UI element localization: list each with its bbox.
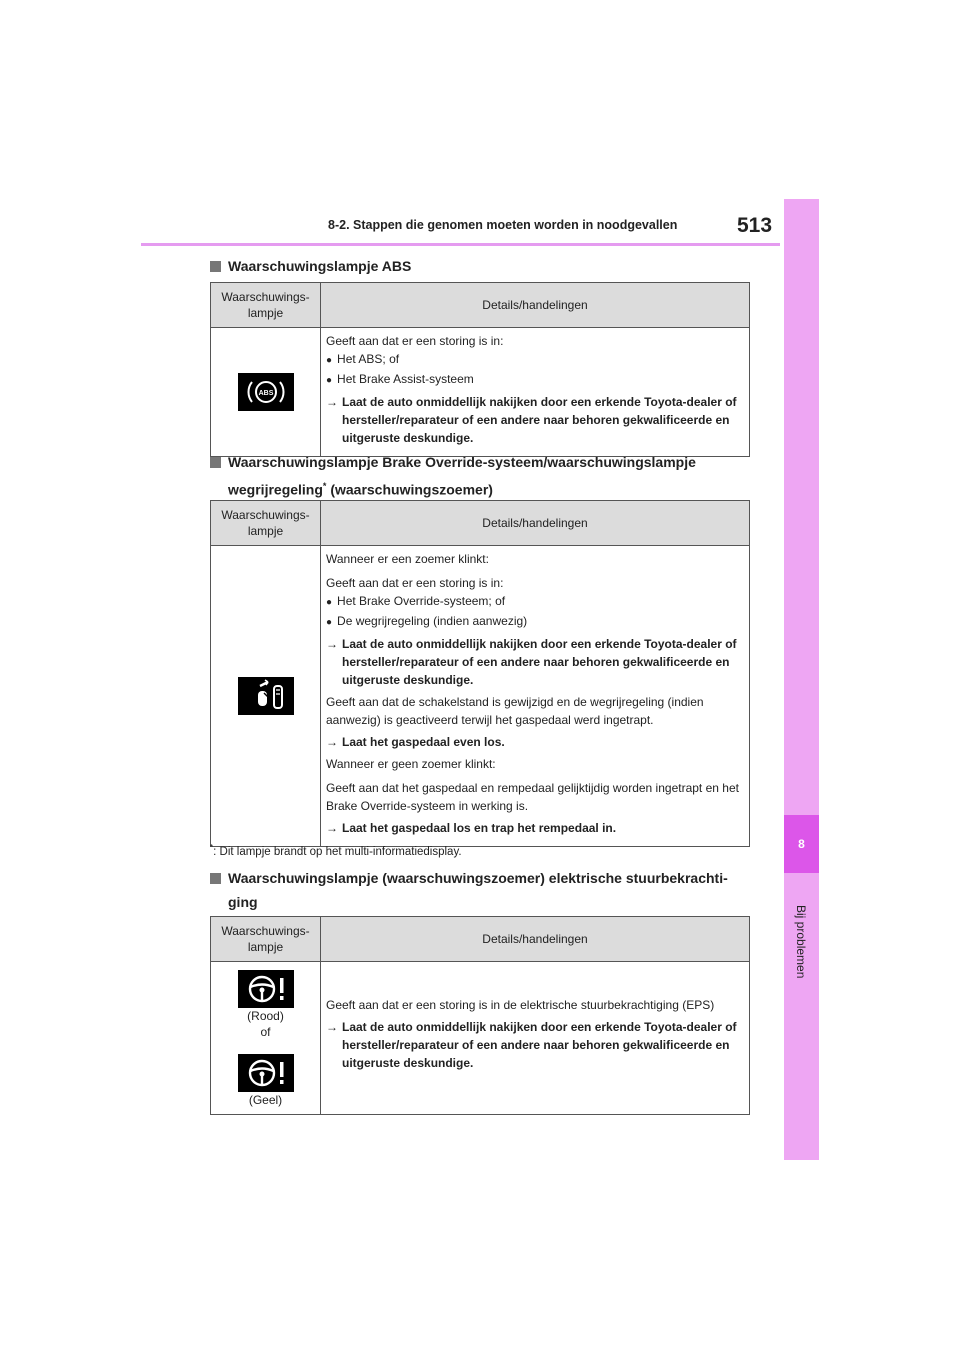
lamp-cell (211, 962, 321, 1115)
table-header-row (211, 283, 750, 328)
side-tab-chapter: 8 (784, 815, 819, 873)
table-row (211, 546, 750, 847)
lamp-cell (211, 328, 321, 457)
header-rule (141, 243, 780, 246)
details-cell (321, 962, 750, 1115)
details-action-text: Laat de auto onmiddellijk nakijken door een erkende Toyota-dealer of hersteller/reparateur of een andere naar behoren gekwalificeerde en uitgeruste deskundige. (342, 637, 737, 687)
details-action (326, 393, 743, 447)
section-title-text: (waarschuwingszoemer) (326, 481, 493, 498)
table-header-row (211, 917, 750, 962)
section-title-eps (210, 866, 728, 914)
side-tab-strip (784, 199, 819, 1160)
table-eps (210, 916, 750, 1115)
section-square-icon (210, 457, 221, 468)
section-title-text: ging (228, 894, 258, 910)
arrow-icon: → (326, 395, 338, 409)
col-header-details: Details/handelingen (321, 501, 750, 546)
table-header-row (211, 501, 750, 546)
footnote-text: : Dit lampje brandt op het multi-informatiedisplay. (213, 845, 462, 858)
details-cell (321, 546, 750, 847)
col-header-lamp: Waarschuwings- lampje (211, 501, 321, 546)
details-action-text: Laat het gaspedaal los en trap het rempedaal in. (342, 821, 617, 835)
section-title-abs (210, 254, 411, 278)
section-square-icon (210, 261, 221, 272)
footnote (210, 843, 462, 858)
pedal-warning-icon (238, 677, 294, 715)
section-title-text: Waarschuwingslampje Brake Override-systeem/waarschuwingslampje (228, 454, 696, 470)
lamp-caption-red: (Rood) (247, 1009, 284, 1023)
section-title-text: Waarschuwingslampje (waarschuwingszoemer) elektrische stuurbekrachti- (228, 870, 728, 886)
table-row (211, 328, 750, 457)
details-action (326, 819, 743, 837)
details-action-text: Laat de auto onmiddellijk nakijken door een erkende Toyota-dealer of hersteller/reparateur of een andere naar behoren gekwalificeerde en uitgeruste deskundige. (342, 395, 737, 445)
arrow-icon: → (326, 735, 338, 749)
details-paragraph: Geeft aan dat er een storing is in: (326, 576, 504, 590)
section-title-text: wegrijregeling (228, 481, 323, 498)
footnote-marker: * (210, 843, 214, 852)
footnote-marker: * (322, 481, 327, 491)
details-bullet: ● Het Brake Override-systeem; of (326, 592, 743, 612)
details-paragraph: Geeft aan dat het gaspedaal en rempedaal gelijktijdig worden ingetrapt en het Brake Override-systeem in werking is. (326, 781, 739, 813)
svg-text:ABS: ABS (258, 390, 273, 397)
abs-warning-icon (238, 373, 294, 411)
table-row (211, 962, 750, 1115)
details-intro: Geeft aan dat er een storing is in: (326, 334, 504, 348)
table-abs (210, 282, 750, 457)
details-action (326, 733, 743, 751)
details-paragraph: Geeft aan dat de schakelstand is gewijzigd en de wegrijregeling (indien aanwezig) is geactiveerd terwijl het gaspedaal werd ingetrapt. (326, 695, 704, 727)
arrow-icon: → (326, 1020, 338, 1034)
eps-warning-icon (238, 970, 294, 1008)
col-header-details: Details/handelingen (321, 283, 750, 328)
col-header-details: Details/handelingen (321, 917, 750, 962)
details-bullet: ● De wegrijregeling (indien aanwezig) (326, 612, 743, 632)
details-cell (321, 328, 750, 457)
lamp-caption-or: of (260, 1025, 271, 1039)
details-action-text: Laat de auto onmiddellijk nakijken door een erkende Toyota-dealer of hersteller/reparateur of een andere naar behoren gekwalificeerde en uitgeruste deskundige. (342, 1020, 737, 1070)
arrow-icon: → (326, 637, 338, 651)
details-action (326, 1018, 743, 1072)
eps-warning-icon (238, 1054, 294, 1092)
section-title-text: Waarschuwingslampje ABS (228, 258, 412, 274)
page-number: 513 (737, 214, 773, 237)
details-paragraph: Geeft aan dat er een storing is in de elektrische stuurbekrachtiging (EPS) (326, 998, 715, 1012)
table-brake-override (210, 500, 750, 847)
col-header-lamp: Waarschuwings- lampje (211, 283, 321, 328)
lamp-caption-yellow: (Geel) (248, 1093, 283, 1107)
details-bullet: ● Het ABS; of (326, 350, 743, 370)
header-title: 8-2. Stappen die genomen moeten worden in noodgevallen (328, 218, 678, 232)
side-tab-label: Bij problemen (794, 905, 808, 979)
details-action (326, 635, 743, 689)
col-header-lamp: Waarschuwings- lampje (211, 917, 321, 962)
details-paragraph: Wanneer er een zoemer klinkt: (326, 552, 489, 566)
details-bullet: ● Het Brake Assist-systeem (326, 370, 743, 390)
section-square-icon (210, 873, 221, 884)
section-title-brake-override (210, 450, 696, 502)
details-paragraph: Wanneer er geen zoemer klinkt: (326, 757, 496, 771)
arrow-icon: → (326, 821, 338, 835)
lamp-cell (211, 546, 321, 847)
details-action-text: Laat het gaspedaal even los. (342, 735, 505, 749)
